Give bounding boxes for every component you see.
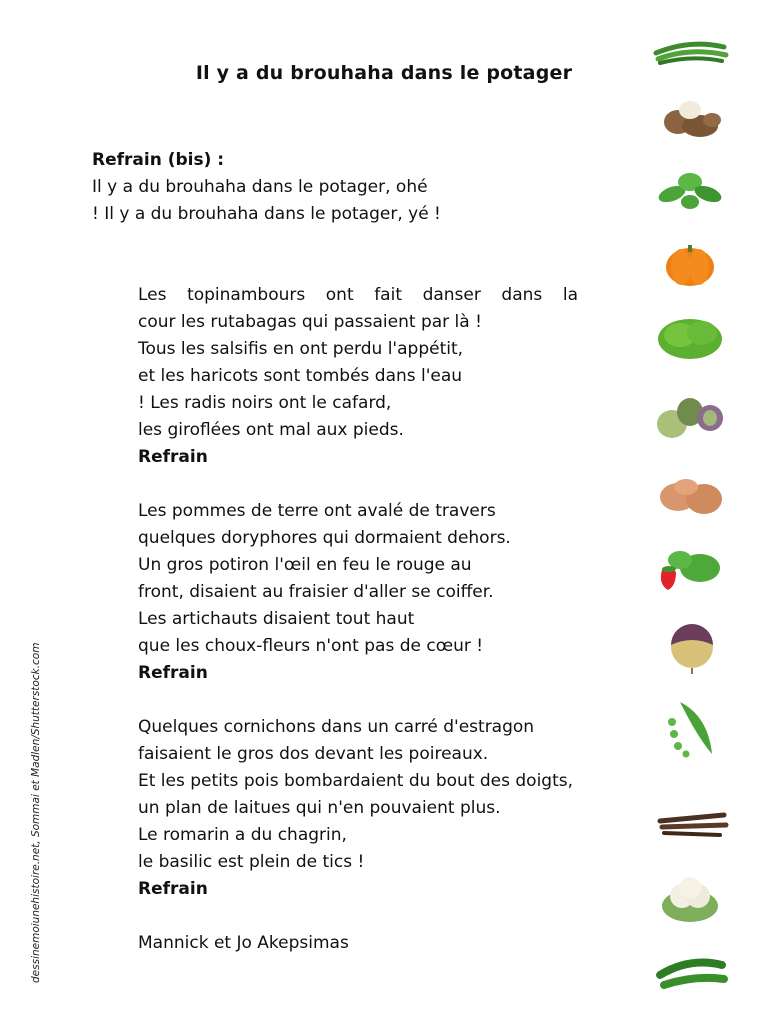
verse-line: Tous les salsifis en ont perdu l'appétit, bbox=[138, 339, 464, 359]
verse-line: Le romarin a du chagrin, bbox=[138, 825, 347, 845]
author-credit: Mannick et Jo Akepsimas bbox=[138, 933, 349, 953]
refrain-label: Refrain bbox=[138, 663, 208, 683]
verse-line: ! Les radis noirs ont le cafard, bbox=[138, 393, 392, 413]
copyright-notice: dessinemoiunehistoire.net, Sommai et Madlen/Shutterstock.com bbox=[30, 642, 42, 983]
verse-line: les giroflées ont mal aux pieds. bbox=[138, 420, 404, 440]
verse-line: Les pommes de terre ont avalé de travers bbox=[138, 501, 496, 521]
jerusalem-artichoke-icon bbox=[650, 90, 730, 150]
verse-line: front, disaient au fraisier d'aller se coiffer. bbox=[138, 582, 494, 602]
verse-line: et les haricots sont tombés dans l'eau bbox=[138, 366, 463, 386]
chorus-line: Il y a du brouhaha dans le potager, ohé bbox=[92, 177, 428, 197]
verse-1 bbox=[138, 282, 578, 471]
peas-icon bbox=[650, 698, 730, 758]
verse-line: Les artichauts disaient tout haut bbox=[138, 609, 415, 629]
cucumbers-icon bbox=[650, 945, 730, 1005]
chorus-line: ! Il y a du brouhaha dans le potager, yé ! bbox=[92, 204, 441, 224]
cauliflower-icon bbox=[650, 868, 730, 928]
lettuce-icon bbox=[650, 305, 730, 365]
verse-line: un plan de laitues qui n'en pouvaient plus. bbox=[138, 798, 501, 818]
verse-line: Quelques cornichons dans un carré d'estragon bbox=[138, 717, 535, 737]
stanza-spacer bbox=[138, 471, 578, 498]
potatoes-icon bbox=[650, 465, 730, 525]
strawberry-plant-icon bbox=[650, 540, 730, 600]
verse-3 bbox=[138, 714, 578, 903]
stanza-spacer bbox=[138, 687, 578, 714]
poem-body bbox=[138, 282, 578, 957]
salsify-icon bbox=[650, 795, 730, 855]
verse-line: cour les rutabagas qui passaient par là ! bbox=[138, 312, 482, 332]
verse-line: le basilic est plein de tics ! bbox=[138, 852, 365, 872]
verse-line: Et les petits pois bombardaient du bout des doigts, bbox=[138, 771, 574, 791]
verse-2 bbox=[138, 498, 578, 687]
green-beans-icon bbox=[650, 25, 730, 85]
pumpkin-icon bbox=[650, 233, 730, 293]
rutabaga-icon bbox=[650, 615, 730, 675]
verse-line: faisaient le gros dos devant les poireaux. bbox=[138, 744, 489, 764]
verse-line: que les choux-fleurs n'ont pas de cœur ! bbox=[138, 636, 484, 656]
refrain-label: Refrain bbox=[138, 879, 208, 899]
verse-line: quelques doryphores qui dormaient dehors. bbox=[138, 528, 511, 548]
verse-line: Les topinambours ont fait danser dans la bbox=[138, 285, 578, 305]
refrain-label: Refrain bbox=[138, 447, 208, 467]
artichoke-icon bbox=[650, 388, 730, 448]
page-title: Il y a du brouhaha dans le potager bbox=[195, 62, 573, 84]
basil-icon bbox=[650, 160, 730, 220]
verse-line: Un gros potiron l'œil en feu le rouge au bbox=[138, 555, 472, 575]
chorus-block bbox=[92, 147, 441, 228]
chorus-heading: Refrain (bis) : bbox=[92, 150, 225, 170]
